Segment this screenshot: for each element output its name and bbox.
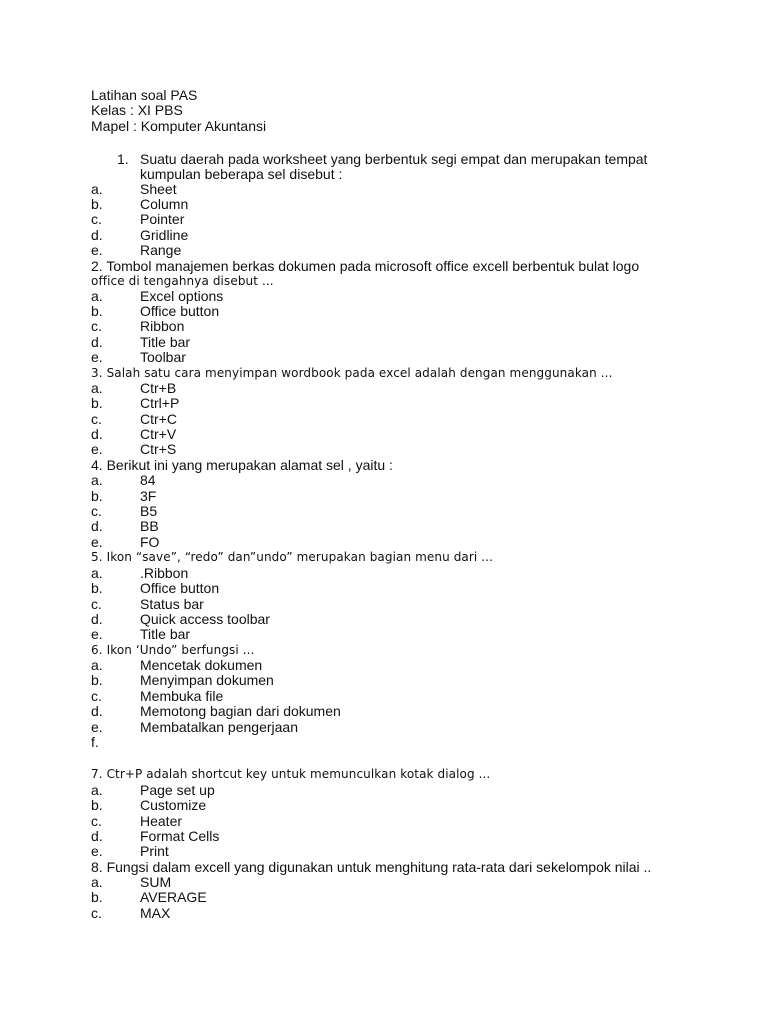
- question-1-text: Suatu daerah pada worksheet yang berbentuk segi empat dan merupakan tempat: [140, 151, 648, 167]
- q2-option-e: Toolbar: [140, 349, 186, 365]
- q3-option-b: Ctrl+P: [140, 395, 180, 411]
- q4-option-c: B5: [140, 503, 158, 519]
- q4-option-a-letter: a.: [91, 472, 103, 488]
- q5-option-d: Quick access toolbar: [140, 611, 270, 627]
- q7-option-d-letter: d.: [91, 828, 103, 844]
- q1-option-b: Column: [140, 196, 189, 212]
- q5-option-c: Status bar: [140, 596, 204, 612]
- q4-option-d-letter: d.: [91, 518, 103, 534]
- q2-option-e-letter: e.: [91, 349, 103, 365]
- q5-option-e-letter: e.: [91, 626, 103, 642]
- q6-option-e: Membatalkan pengerjaan: [140, 719, 298, 735]
- question-7-text: 7. Ctr+P adalah shortcut key untuk memunculkan kotak dialog ...: [91, 767, 491, 781]
- q3-option-e: Ctr+S: [140, 441, 177, 457]
- question-2-text: 2. Tombol manajemen berkas dokumen pada microsoft office excell berbentuk bulat logo: [91, 258, 640, 274]
- q4-option-b: 3F: [140, 488, 157, 504]
- q8-option-a-letter: a.: [91, 874, 103, 890]
- q2-option-c-letter: c.: [91, 318, 102, 334]
- question-8-text: 8. Fungsi dalam excell yang digunakan untuk menghitung rata-rata dari sekelompok nilai ..: [91, 859, 652, 875]
- q2-option-a-letter: a.: [91, 288, 103, 304]
- q2-option-d: Title bar: [140, 334, 191, 350]
- q2-option-d-letter: d.: [91, 334, 103, 350]
- doc-title: Latihan soal PAS: [91, 87, 198, 103]
- q7-option-d: Format Cells: [140, 828, 220, 844]
- q4-option-e-letter: e.: [91, 534, 103, 550]
- q7-option-a-letter: a.: [91, 782, 103, 798]
- q7-option-e-letter: e.: [91, 843, 103, 859]
- q1-option-e: Range: [140, 242, 182, 258]
- question-3-text: 3. Salah satu cara menyimpan wordbook pada excel adalah dengan menggunakan ...: [91, 366, 613, 380]
- q6-option-d-letter: d.: [91, 703, 103, 719]
- question-2-text-cont: office di tengahnya disebut ...: [91, 274, 274, 288]
- question-5-text: 5. Ikon “save”, “redo” dan”undo” merupakan bagian menu dari ...: [91, 550, 494, 564]
- question-1-text-cont: kumpulan beberapa sel disebut :: [140, 166, 343, 182]
- q3-option-a-letter: a.: [91, 380, 103, 396]
- q3-option-b-letter: b.: [91, 395, 103, 411]
- q8-option-c-letter: c.: [91, 905, 102, 921]
- q1-option-d: Gridline: [140, 227, 189, 243]
- q5-option-a-letter: a.: [91, 565, 103, 581]
- q6-option-d: Memotong bagian dari dokumen: [140, 703, 341, 719]
- question-4-text: 4. Berikut ini yang merupakan alamat sel , yaitu :: [91, 457, 393, 473]
- q7-option-e: Print: [140, 843, 169, 859]
- q6-option-b: Menyimpan dokumen: [140, 672, 274, 688]
- q1-option-c: Pointer: [140, 211, 185, 227]
- q7-option-c-letter: c.: [91, 813, 102, 829]
- q6-option-b-letter: b.: [91, 672, 103, 688]
- q5-option-b-letter: b.: [91, 580, 103, 596]
- q4-option-c-letter: c.: [91, 503, 102, 519]
- subject-line: Mapel : Komputer Akuntansi: [91, 118, 267, 134]
- q4-option-e: FO: [140, 534, 160, 550]
- q7-option-a: Page set up: [140, 782, 215, 798]
- q5-option-c-letter: c.: [91, 596, 102, 612]
- q8-option-b: AVERAGE: [140, 889, 207, 905]
- q6-option-e-letter: e.: [91, 719, 103, 735]
- q1-option-a: Sheet: [140, 181, 177, 197]
- q3-option-c-letter: c.: [91, 411, 102, 427]
- q1-option-b-letter: b.: [91, 196, 103, 212]
- q2-option-c: Ribbon: [140, 318, 185, 334]
- class-line: Kelas : XI PBS: [91, 102, 183, 118]
- q6-option-a-letter: a.: [91, 657, 103, 673]
- q3-option-d: Ctr+V: [140, 426, 177, 442]
- q5-option-d-letter: d.: [91, 611, 103, 627]
- q4-option-b-letter: b.: [91, 488, 103, 504]
- q6-option-c-letter: c.: [91, 688, 102, 704]
- q3-option-c: Ctr+C: [140, 411, 177, 427]
- q3-option-a: Ctr+B: [140, 380, 177, 396]
- q4-option-a: 84: [140, 472, 156, 488]
- q1-option-c-letter: c.: [91, 211, 102, 227]
- q5-option-b: Office button: [140, 580, 220, 596]
- q2-option-a: Excel options: [140, 288, 224, 304]
- q6-option-f-letter: f.: [91, 734, 99, 750]
- question-1-number: 1.: [117, 151, 129, 167]
- q1-option-e-letter: e.: [91, 242, 103, 258]
- q6-option-c: Membuka file: [140, 688, 224, 704]
- q5-option-a: .Ribbon: [140, 565, 189, 581]
- q2-option-b: Office button: [140, 303, 220, 319]
- q4-option-d: BB: [140, 518, 159, 534]
- q3-option-d-letter: d.: [91, 426, 103, 442]
- q7-option-b: Customize: [140, 797, 207, 813]
- q8-option-c: MAX: [140, 905, 171, 921]
- q1-option-a-letter: a.: [91, 181, 103, 197]
- q7-option-c: Heater: [140, 813, 183, 829]
- q5-option-e: Title bar: [140, 626, 191, 642]
- q8-option-a: SUM: [140, 874, 172, 890]
- q1-option-d-letter: d.: [91, 227, 103, 243]
- q3-option-e-letter: e.: [91, 441, 103, 457]
- q8-option-b-letter: b.: [91, 889, 103, 905]
- q6-option-a: Mencetak dokumen: [140, 657, 263, 673]
- q2-option-b-letter: b.: [91, 303, 103, 319]
- question-6-text: 6. Ikon ‘Undo” berfungsi ...: [91, 643, 255, 657]
- q7-option-b-letter: b.: [91, 797, 103, 813]
